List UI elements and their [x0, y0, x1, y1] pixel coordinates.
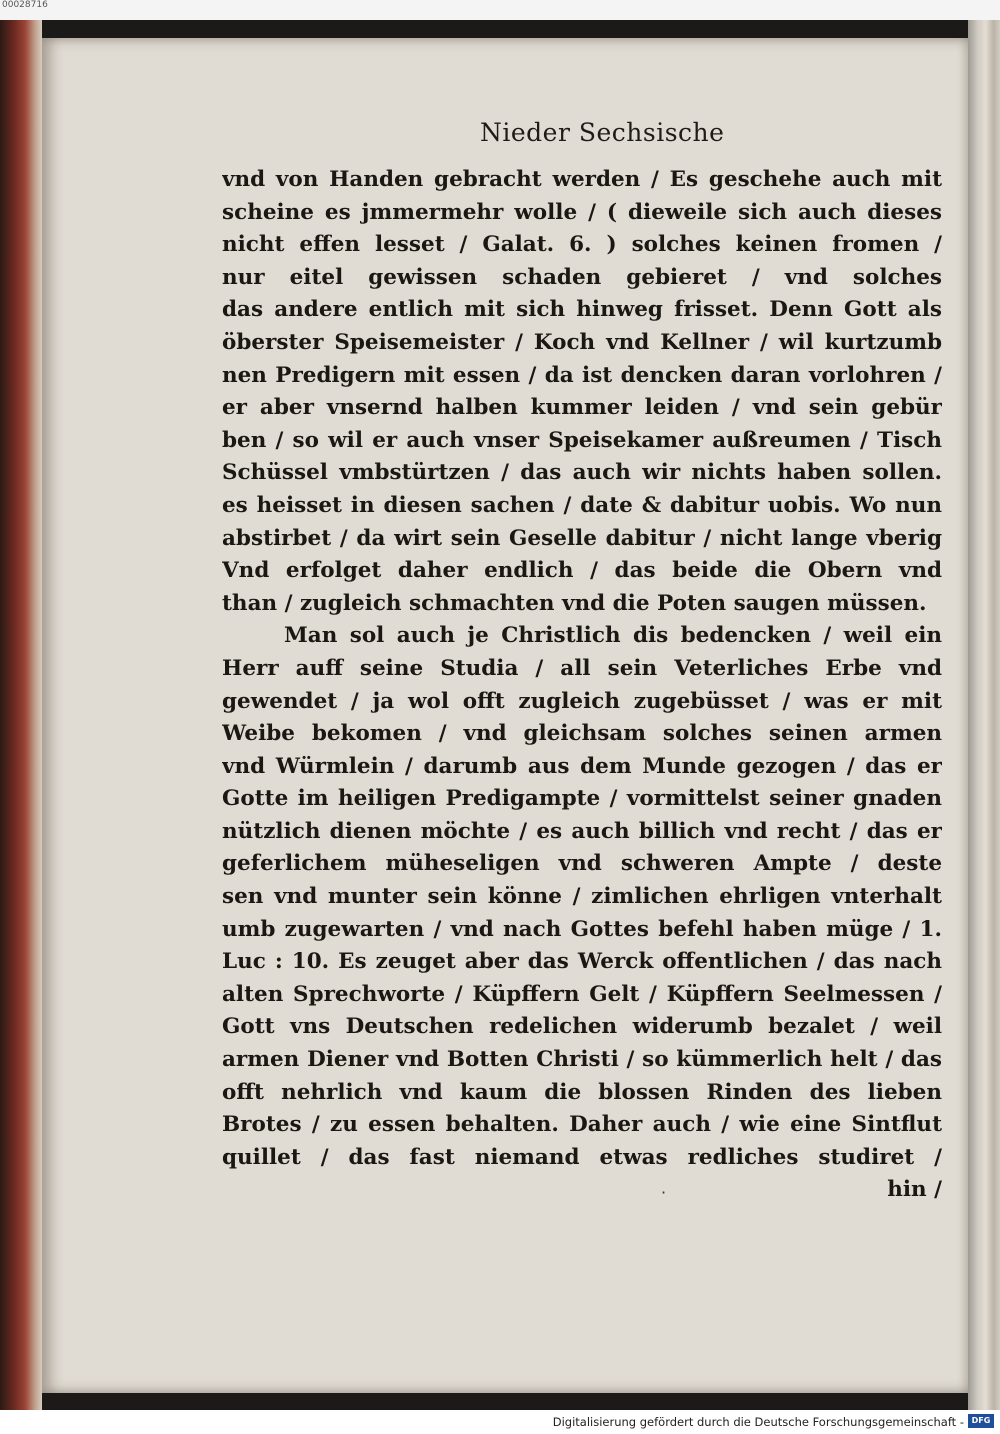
text-block [222, 164, 942, 1207]
text-line: scheine es jmmermehr wolle / ( dieweile sich auch dieses [222, 199, 942, 225]
text-line: armen Diener vnd Botten Christi / so kümmerlich helt / das [222, 1047, 942, 1073]
footer-bar [0, 1410, 1000, 1434]
text-line: Vnd erfolget daher endlich / das beide die Obern vnd [222, 558, 942, 584]
text-line: nicht effen lesset / Galat. 6. ) solches keinen fromen / [222, 232, 942, 258]
text-line: Weibe bekomen / vnd gleichsam solches seinen armen [222, 721, 942, 747]
text-line: alten Sprechworte / Küpffern Gelt / Küpffern Seelmessen / [222, 981, 942, 1007]
text-line: nur eitel gewissen schaden gebieret / vnd solches [222, 264, 942, 290]
text-line: Schüssel vmbstürtzen / das auch wir nichts haben sollen. [222, 460, 942, 486]
text-line: gewendet / ja wol offt zugleich zugebüsset / was er mit [222, 688, 942, 714]
text-line: offt nehrlich vnd kaum die blossen Rinden des lieben [222, 1079, 942, 1105]
text-line: nützlich dienen möchte / es auch billich vnd recht / das er [222, 818, 942, 844]
frame-id: 00028716 [2, 0, 48, 10]
text-line: es heisset in diesen sachen / date & dabitur uobis. Wo nun [222, 492, 942, 518]
page-mark: · [661, 1183, 667, 1202]
text-line: vnd von Handen gebracht werden / Es geschehe auch mit [222, 167, 942, 192]
text-line: öberster Speisemeister / Koch vnd Kellner / wil kurtzumb [222, 329, 942, 355]
text-line: Gotte im heiligen Predigampte / vormittelst seiner gnaden [222, 786, 942, 812]
text-line: vnd Würmlein / darumb aus dem Munde gezogen / das er [222, 753, 942, 779]
text-line: abstirbet / da wirt sein Geselle dabitur / nicht lange vberig [222, 525, 942, 551]
text-line: sen vnd munter sein könne / zimlichen ehrligen vnterhalt [222, 884, 942, 910]
dfg-logo: DFG [968, 1414, 994, 1428]
running-head: Nieder Sechsische [480, 118, 725, 147]
text-line: Herr auff seine Studia / all sein Veterliches Erbe vnd [222, 655, 942, 681]
text-line: nen Predigern mit essen / da ist dencken daran vorlohren / [222, 362, 942, 388]
text-line: das andere entlich mit sich hinweg frisset. Denn Gott als [222, 297, 942, 323]
text-line: Man sol auch je Christlich dis bedencken / weil ein [284, 623, 942, 649]
text-line: Luc : 10. Es zeuget aber das Werck offentlichen / das nach [222, 949, 942, 975]
text-line: ben / so wil er auch vnser Speisekamer außreumen / Tisch [222, 427, 942, 453]
book-spine [0, 20, 42, 1410]
text-line: umb zugewarten / vnd nach Gottes befehl haben müge / 1. [222, 916, 942, 942]
text-line: Brotes / zu essen behalten. Daher auch / wie eine Sintflut [222, 1112, 942, 1138]
text-line: Gott vns Deutschen redelichen widerumb bezalet / weil [222, 1014, 942, 1040]
funding-credit: Digitalisierung gefördert durch die Deutsche Forschungsgemeinschaft - [552, 1415, 964, 1429]
text-line: than / zugleich schmachten vnd die Poten saugen müssen. [222, 590, 927, 616]
catchword: hin / [887, 1177, 942, 1203]
text-line: quillet / das fast niemand etwas redliches studiret / [222, 1144, 942, 1170]
page-edges [968, 20, 1000, 1410]
text-line: geferlichem müheseligen vnd schweren Ampte / deste [222, 851, 942, 877]
text-line: er aber vnsernd halben kummer leiden / vnd sein gebür [222, 395, 942, 421]
